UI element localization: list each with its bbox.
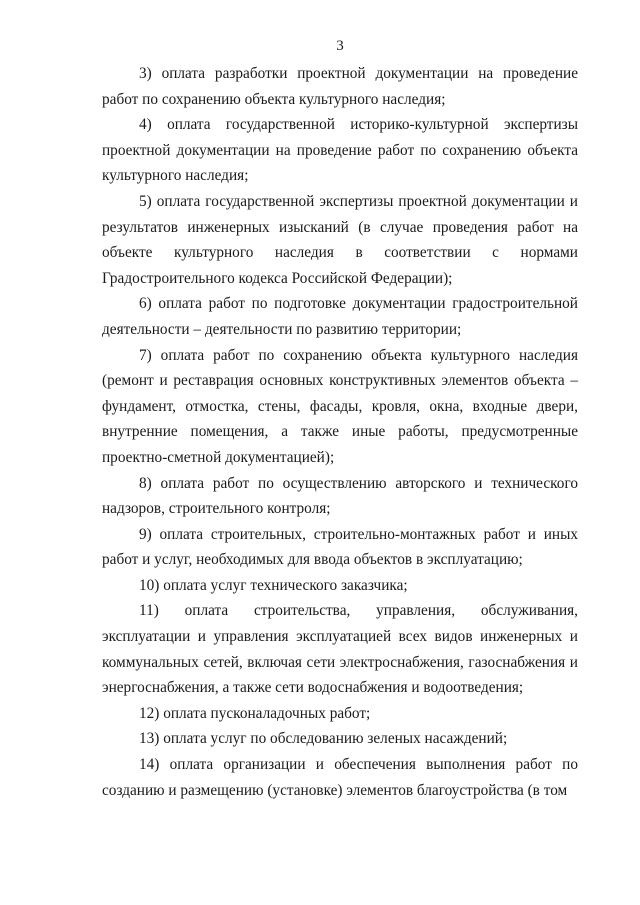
list-item-13: 13) оплата услуг по обследованию зеленых насаждений; bbox=[139, 730, 508, 748]
list-item-6: 6) оплата работ по подготовке документации градостроительной деятельности – деятельности по развитию территории; bbox=[102, 295, 578, 338]
list-item-14: 14) оплата организации и обеспечения выполнения работ по созданию и размещению (установке) элементов благоустройства (в том bbox=[102, 756, 578, 799]
list-item-7: 7) оплата работ по сохранению объекта культурного наследия (ремонт и реставрация основных конструктивных элементов объекта – фундамент, отмостка, стены, фасады, кровля, окна, входные двери, внутренние помещения, а также иные работы, предусмотренные проектно-сметной документацией); bbox=[102, 346, 578, 466]
list-item-10: 10) оплата услуг технического заказчика; bbox=[139, 576, 408, 594]
list-item-5: 5) оплата государственной экспертизы проектной документации и результатов инженерных изысканий (в случае проведения работ на объекте культурного наследия в соответствии с нормами Градостроительного кодекса Российской Федерации); bbox=[102, 192, 578, 287]
list-item-9: 9) оплата строительных, строительно-монтажных работ и иных работ и услуг, необходимых для ввода объектов в эксплуатацию; bbox=[102, 525, 578, 569]
list-item-12: 12) оплата пусконаладочных работ; bbox=[139, 704, 371, 722]
list-item-3: 3) оплата разработки проектной документации на проведение работ по сохранению объекта культурного наследия; bbox=[102, 65, 578, 108]
document-body bbox=[102, 61, 578, 803]
list-item-8: 8) оплата работ по осуществлению авторского и технического надзоров, строительного контроля; bbox=[102, 474, 578, 518]
list-item-4: 4) оплата государственной историко-культурной экспертизы проектной документации на проведение работ по сохранению объекта культурного наследия; bbox=[102, 116, 578, 185]
page-number: 3 bbox=[336, 38, 344, 54]
list-item-11: 11) оплата строительства, управления, обслуживания, эксплуатации и управления эксплуатацией всех видов инженерных и коммунальных сетей, включая сети электроснабжения, газоснабжения и энергоснабжения, а также сети водоснабжения и водоотведения; bbox=[102, 602, 578, 697]
